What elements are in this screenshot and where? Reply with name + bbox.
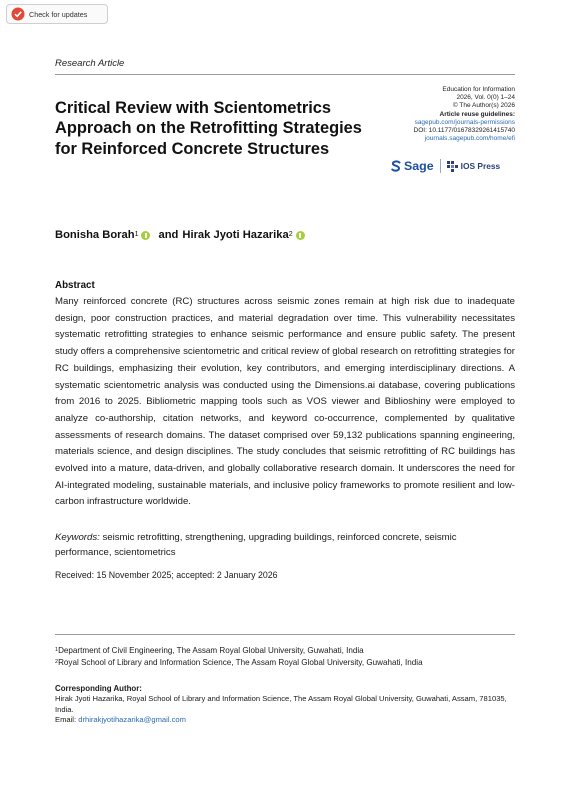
copyright-line: © The Author(s) 2026 [452,102,515,110]
received-dates: Received: 15 November 2025; accepted: 2 January 2026 [55,570,278,580]
check-for-updates-label: Check for updates [29,9,88,19]
author-affiliation-mark: 1 [134,230,139,238]
author-name: Hirak Jyoti Hazarika [182,229,289,241]
header-rule [55,74,515,75]
keywords-label: Keywords: [55,532,100,543]
journal-volume: 2026, Vol. 0(0) 1–24 [456,94,515,102]
affiliation-mark: 1 [55,647,59,653]
corresponding-author-email-line [55,715,525,725]
publisher-logos [390,156,516,176]
affiliations [55,645,525,670]
footer-rule [55,634,515,635]
email-label: Email: [55,715,77,725]
check-for-updates-badge[interactable] [6,4,108,24]
sage-logo-text: Sage [404,159,434,173]
check-for-updates-icon [11,7,25,21]
sage-logo-icon [390,160,402,172]
author-affiliation-mark: 2 [288,230,293,238]
corresponding-author [55,684,525,726]
keywords-text: seismic retrofitting, strengthening, upgrading buildings, reinforced concrete, seismic performance, scientometrics [55,532,457,558]
affiliation-item [55,657,525,669]
author-list [55,229,309,241]
journal-link[interactable]: journals.sagepub.com/home/efi [424,135,515,143]
affiliation-text: Royal School of Library and Information Science, The Assam Royal Global University, Guwahati, India [58,658,423,668]
affiliation-item [55,645,525,657]
email-link[interactable]: drhirakjyotihazarika@gmail.com [78,715,186,725]
ios-press-logo-icon [447,161,458,172]
author-connector: and [158,229,179,241]
orcid-icon[interactable] [141,231,150,240]
corresponding-author-address: Hirak Jyoti Hazarika, Royal School of Library and Information Science, The Assam Royal Global University, Guwahati, Assam, 781035, India. [55,694,507,714]
doi-line[interactable]: DOI: 10.1177/01678329261415740 [413,127,515,135]
article-type: Research Article [55,58,125,69]
keywords [55,531,515,560]
reuse-label: Article reuse guidelines: [439,110,515,118]
reuse-link[interactable]: sagepub.com/journals-permissions [414,118,515,126]
abstract-heading: Abstract [55,280,95,291]
author-name: Bonisha Borah [55,229,135,241]
affiliation-mark: 2 [55,659,59,666]
affiliation-text: Department of Civil Engineering, The Assam Royal Global University, Guwahati, India [58,646,364,655]
corresponding-author-heading: Corresponding Author: [55,684,142,693]
ios-press-logo-text: IOS Press [460,161,501,171]
orcid-icon[interactable] [296,231,305,240]
paper-title: Critical Review with Scientometrics Approach on the Retrofitting Strategies for Reinforced Concrete Structures [55,99,362,158]
journal-name: Education for Information [442,86,515,93]
logo-divider [440,159,441,173]
abstract-text: Many reinforced concrete (RC) structures across seismic zones remain at high risk due to inadequate design, poor construction practices, and material degradation over time. This vulnerability necessitates systematic retrofitting strategies to enhance seismic performance and ensure public safety. The present study offers a comprehensive scientometric and critical review of global research on retrofitting strategies for RC buildings, emphasizing their evolution, key contributors, and emerging interdisciplinary directions. A systematic scientometric analysis was conducted using the Dimensions.ai database, covering publications from 2016 to 2025. Bibliometric mapping tools such as VOS viewer and Biblioshiny were employed to analyze co-authorship, citation networks, and keyword co-occurrence, complemented by qualitative assessments of research domains. The dataset comprised over 59,132 publications spanning engineering, materials science, and design disciplines. The study concludes that seismic retrofitting of RC buildings has evolved into a mature, data-driven, and globally collaborative research domain. It underscores the need for AI-integrated modeling, sustainable materials, and inclusive policy frameworks to promote resilient and low-carbon infrastructure worldwide. [55,296,515,508]
journal-meta [335,86,515,143]
